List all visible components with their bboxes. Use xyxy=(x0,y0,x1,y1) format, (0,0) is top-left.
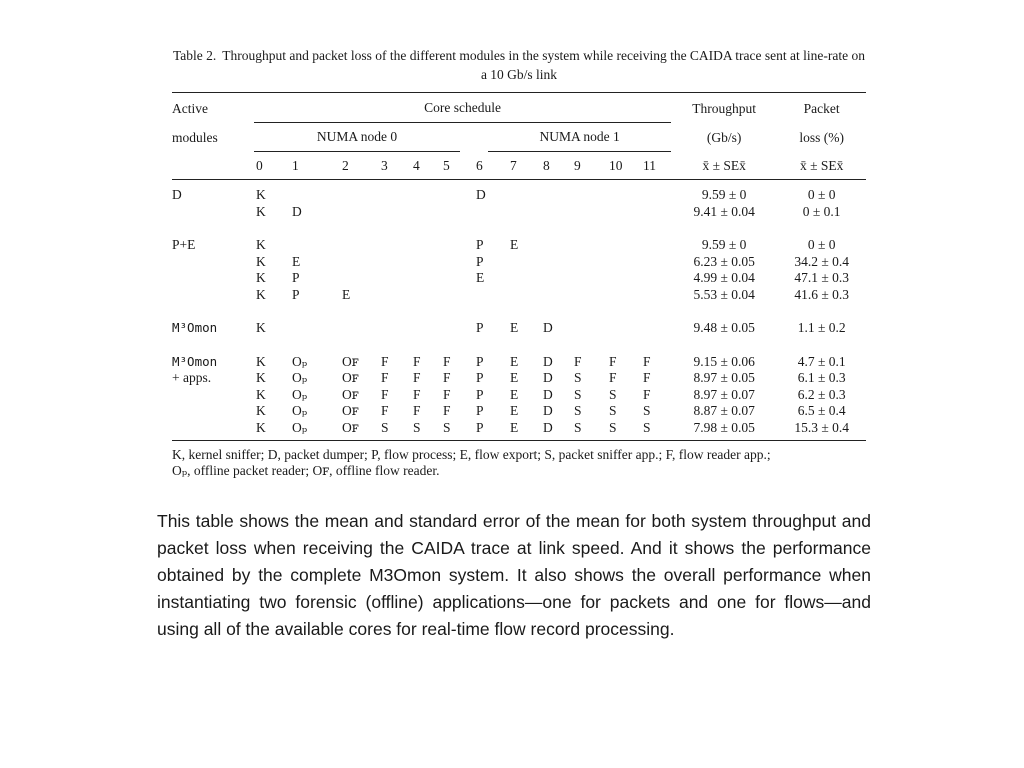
core-cell xyxy=(641,303,671,337)
core-cell xyxy=(641,254,671,271)
loss-cell: 6.5 ± 0.4 xyxy=(797,403,846,418)
core-cell: P xyxy=(292,270,300,285)
core-cell xyxy=(411,220,441,254)
core-cell xyxy=(379,270,411,287)
core-cell xyxy=(641,220,671,254)
core-cell xyxy=(508,180,541,204)
slide-description xyxy=(157,508,871,643)
core-cell: Oₚ xyxy=(292,370,308,385)
core-cell: D xyxy=(543,419,553,435)
core-cell: S xyxy=(609,403,617,418)
results-table-body xyxy=(172,180,866,441)
core-cell: D xyxy=(543,320,553,335)
core-cell: Oₚ xyxy=(292,403,308,418)
module-label xyxy=(172,204,254,221)
core-cell: P xyxy=(476,386,484,402)
header-core-10: 10 xyxy=(609,158,623,173)
core-cell: K xyxy=(256,187,266,202)
core-cell xyxy=(572,303,607,337)
core-cell: E xyxy=(510,370,519,385)
throughput-cell: 7.98 ± 0.05 xyxy=(693,419,755,435)
core-cell xyxy=(290,220,340,254)
module-label xyxy=(172,287,254,304)
core-cell: K xyxy=(256,253,266,269)
core-cell: F xyxy=(381,386,389,402)
core-cell xyxy=(474,287,508,304)
caption-text: Throughput and packet loss of the different modules in the system while receiving the CAIDA trace sent at line-rate on a 10 Gb/s link xyxy=(222,48,865,82)
core-cell: E xyxy=(476,270,485,285)
core-cell xyxy=(379,220,411,254)
header-core-8: 8 xyxy=(543,158,550,173)
module-label: P+E xyxy=(172,237,196,252)
core-cell: F xyxy=(443,370,451,385)
core-cell: Oₚ xyxy=(292,386,308,402)
core-cell: D xyxy=(543,403,553,418)
header-core-1: 1 xyxy=(292,158,299,173)
core-cell xyxy=(607,270,641,287)
core-cell: F xyxy=(413,370,421,385)
module-label xyxy=(172,270,254,287)
core-cell: S xyxy=(413,419,421,435)
core-cell xyxy=(340,220,379,254)
table-row xyxy=(172,387,866,404)
core-cell: Oꜰ xyxy=(342,419,359,435)
core-cell xyxy=(474,204,508,221)
core-cell xyxy=(508,270,541,287)
core-cell xyxy=(379,303,411,337)
core-cell: F xyxy=(381,403,389,418)
core-cell: P xyxy=(292,286,300,302)
core-cell xyxy=(441,254,474,271)
core-cell: S xyxy=(574,403,582,418)
header-core-6: 6 xyxy=(476,158,483,173)
core-cell xyxy=(641,287,671,304)
loss-cell: 34.2 ± 0.4 xyxy=(794,253,849,269)
core-cell: S xyxy=(643,403,651,418)
core-cell: D xyxy=(476,187,486,202)
header-modules: modules xyxy=(172,130,218,145)
core-cell: S xyxy=(609,419,617,435)
core-cell xyxy=(541,270,572,287)
caption-label: Table 2. xyxy=(173,48,217,63)
core-cell: Oꜰ xyxy=(342,353,359,369)
core-cell xyxy=(641,180,671,204)
loss-cell: 6.1 ± 0.3 xyxy=(797,370,846,385)
header-throughput-unit: (Gb/s) xyxy=(706,130,742,145)
core-cell: K xyxy=(256,370,266,385)
core-cell xyxy=(290,303,340,337)
module-label: + apps. xyxy=(172,370,212,385)
core-cell xyxy=(340,204,379,221)
results-table-figure xyxy=(172,46,866,479)
core-cell xyxy=(607,180,641,204)
header-core-4: 4 xyxy=(413,158,420,173)
table-footnote xyxy=(172,447,866,479)
table-row xyxy=(172,220,866,254)
core-cell xyxy=(641,204,671,221)
core-cell xyxy=(541,254,572,271)
core-cell: F xyxy=(643,386,651,402)
core-cell xyxy=(411,287,441,304)
header-active: Active xyxy=(172,100,208,116)
core-cell: P xyxy=(476,237,484,252)
core-cell: Oₚ xyxy=(292,419,308,435)
header-packet: Packet xyxy=(803,100,840,116)
core-cell: S xyxy=(574,386,582,402)
core-cell xyxy=(441,220,474,254)
core-cell: P xyxy=(476,370,484,385)
module-label xyxy=(172,403,254,420)
core-cell: Oₚ xyxy=(292,353,308,369)
core-cell: P xyxy=(476,353,484,369)
header-throughput: Throughput xyxy=(692,100,757,116)
core-cell: F xyxy=(443,403,451,418)
core-cell: D xyxy=(543,370,553,385)
header-core-5: 5 xyxy=(443,158,450,173)
core-cell xyxy=(607,254,641,271)
core-cell xyxy=(572,220,607,254)
core-cell xyxy=(379,254,411,271)
header-core-2: 2 xyxy=(342,158,349,173)
core-cell xyxy=(541,204,572,221)
header-core-schedule: Core schedule xyxy=(254,93,671,124)
core-cell xyxy=(607,204,641,221)
core-cell xyxy=(572,254,607,271)
core-cell: S xyxy=(574,370,582,385)
throughput-cell: 9.41 ± 0.04 xyxy=(693,203,755,219)
results-table xyxy=(172,92,866,441)
loss-cell: 1.1 ± 0.2 xyxy=(797,320,846,335)
core-cell xyxy=(441,287,474,304)
loss-cell: 41.6 ± 0.3 xyxy=(794,286,849,302)
module-label: M³Omon xyxy=(172,320,218,335)
table-row xyxy=(172,270,866,287)
header-row-1 xyxy=(172,93,866,124)
core-cell: F xyxy=(643,353,651,369)
table-row xyxy=(172,420,866,441)
core-cell: F xyxy=(413,403,421,418)
header-throughput-stat: x̄ ± SEx̄ xyxy=(702,158,746,173)
throughput-cell: 8.87 ± 0.07 xyxy=(693,403,755,418)
core-cell: P xyxy=(476,403,484,418)
loss-cell: 6.2 ± 0.3 xyxy=(797,386,846,402)
core-cell xyxy=(411,303,441,337)
core-cell: P xyxy=(476,320,484,335)
core-cell: S xyxy=(443,419,451,435)
core-cell xyxy=(379,180,411,204)
module-label xyxy=(172,387,254,404)
core-cell xyxy=(572,287,607,304)
core-cell xyxy=(572,204,607,221)
core-cell: Oꜰ xyxy=(342,403,359,418)
core-cell: S xyxy=(609,386,617,402)
header-loss-stat: x̄ ± SEx̄ xyxy=(799,158,844,173)
core-cell: E xyxy=(510,320,519,335)
header-row-2 xyxy=(172,123,866,152)
table-row xyxy=(172,180,866,204)
header-numa1: NUMA node 1 xyxy=(474,123,671,152)
core-cell: E xyxy=(510,419,519,435)
header-loss-unit: loss (%) xyxy=(799,130,844,145)
header-core-7: 7 xyxy=(510,158,517,173)
core-cell: F xyxy=(413,353,421,369)
core-cell xyxy=(379,204,411,221)
core-cell xyxy=(572,180,607,204)
throughput-cell: 9.48 ± 0.05 xyxy=(693,320,755,335)
throughput-cell: 9.59 ± 0 xyxy=(701,187,747,202)
core-cell xyxy=(290,180,340,204)
core-cell: E xyxy=(292,253,301,269)
core-cell: D xyxy=(543,386,553,402)
core-cell: F xyxy=(643,370,651,385)
core-cell: K xyxy=(256,403,266,418)
header-core-3: 3 xyxy=(381,158,388,173)
core-cell xyxy=(441,180,474,204)
core-cell: K xyxy=(256,270,266,285)
core-cell: F xyxy=(609,370,617,385)
table-row xyxy=(172,403,866,420)
core-cell: F xyxy=(574,353,582,369)
header-numa0: NUMA node 0 xyxy=(254,123,474,152)
core-cell: F xyxy=(413,386,421,402)
core-cell xyxy=(607,287,641,304)
throughput-cell: 9.15 ± 0.06 xyxy=(693,353,755,369)
core-cell: E xyxy=(510,403,519,418)
core-cell: F xyxy=(381,353,389,369)
core-cell: K xyxy=(256,320,266,335)
core-cell: K xyxy=(256,353,266,369)
table-row xyxy=(172,337,866,371)
loss-cell: 0 ± 0.1 xyxy=(802,203,841,219)
core-cell: F xyxy=(609,353,617,369)
core-cell: K xyxy=(256,203,266,219)
loss-cell: 0 ± 0 xyxy=(807,187,836,202)
core-cell xyxy=(441,204,474,221)
throughput-cell: 8.97 ± 0.07 xyxy=(693,386,755,402)
footnote-line-1: K, kernel sniffer; D, packet dumper; P, flow process; E, flow export; S, packet sniffer app.; F, flow reader app.; xyxy=(172,447,771,462)
core-cell xyxy=(340,254,379,271)
core-cell xyxy=(508,204,541,221)
core-cell xyxy=(508,254,541,271)
loss-cell: 15.3 ± 0.4 xyxy=(794,419,849,435)
core-cell: S xyxy=(574,419,582,435)
core-cell xyxy=(607,303,641,337)
core-cell xyxy=(411,270,441,287)
core-cell xyxy=(411,180,441,204)
core-cell: E xyxy=(510,386,519,402)
core-cell: S xyxy=(643,419,651,435)
throughput-cell: 5.53 ± 0.04 xyxy=(693,286,755,302)
throughput-cell: 6.23 ± 0.05 xyxy=(693,253,755,269)
core-cell: K xyxy=(256,386,266,402)
core-cell: F xyxy=(443,386,451,402)
core-cell: D xyxy=(543,353,553,369)
module-label: D xyxy=(172,187,182,202)
core-cell: S xyxy=(381,419,389,435)
core-cell: F xyxy=(381,370,389,385)
core-cell xyxy=(411,204,441,221)
core-cell xyxy=(340,180,379,204)
core-cell xyxy=(541,287,572,304)
header-core-0: 0 xyxy=(256,158,263,173)
core-cell xyxy=(641,270,671,287)
throughput-cell: 4.99 ± 0.04 xyxy=(693,270,755,285)
core-cell xyxy=(541,220,572,254)
core-cell: D xyxy=(292,203,302,219)
module-label: M³Omon xyxy=(172,353,218,369)
table-caption xyxy=(172,46,866,84)
module-label xyxy=(172,420,254,441)
core-cell xyxy=(607,220,641,254)
core-cell: K xyxy=(256,286,266,302)
throughput-cell: 9.59 ± 0 xyxy=(701,237,747,252)
description-text: This table shows the mean and standard error of the mean for both system throughput and packet loss when receiving the CAIDA trace at link speed. And it shows the performance obtained by the complete M3Omon system. It also shows the overall performance when instantiating two forensic (offline) applications—one for packets and one for flows—and using all of the available cores for real-time flow record processing. xyxy=(157,511,871,639)
core-cell: K xyxy=(256,419,266,435)
table-row xyxy=(172,254,866,271)
header-core-9: 9 xyxy=(574,158,581,173)
core-cell xyxy=(340,303,379,337)
core-cell xyxy=(441,270,474,287)
core-cell xyxy=(379,287,411,304)
core-cell: E xyxy=(342,286,351,302)
core-cell: P xyxy=(476,253,484,269)
core-cell xyxy=(572,270,607,287)
core-cell xyxy=(508,287,541,304)
header-empty xyxy=(172,152,254,180)
table-row xyxy=(172,287,866,304)
throughput-cell: 8.97 ± 0.05 xyxy=(693,370,755,385)
core-cell xyxy=(340,270,379,287)
core-cell: E xyxy=(510,237,519,252)
table-row xyxy=(172,370,866,387)
table-row xyxy=(172,303,866,337)
core-cell: Oꜰ xyxy=(342,386,359,402)
header-row-3 xyxy=(172,152,866,180)
core-cell xyxy=(541,180,572,204)
table-row xyxy=(172,204,866,221)
core-cell xyxy=(441,303,474,337)
footnote-line-2: Oₚ, offline packet reader; Oꜰ, offline flow reader. xyxy=(172,463,440,478)
header-core-11: 11 xyxy=(643,158,656,173)
core-cell: F xyxy=(443,353,451,369)
core-cell: Oꜰ xyxy=(342,370,359,385)
core-cell: P xyxy=(476,419,484,435)
loss-cell: 47.1 ± 0.3 xyxy=(794,270,849,285)
core-cell: K xyxy=(256,237,266,252)
module-label xyxy=(172,254,254,271)
core-cell: E xyxy=(510,353,519,369)
core-cell xyxy=(411,254,441,271)
loss-cell: 0 ± 0 xyxy=(807,237,836,252)
loss-cell: 4.7 ± 0.1 xyxy=(797,353,846,369)
